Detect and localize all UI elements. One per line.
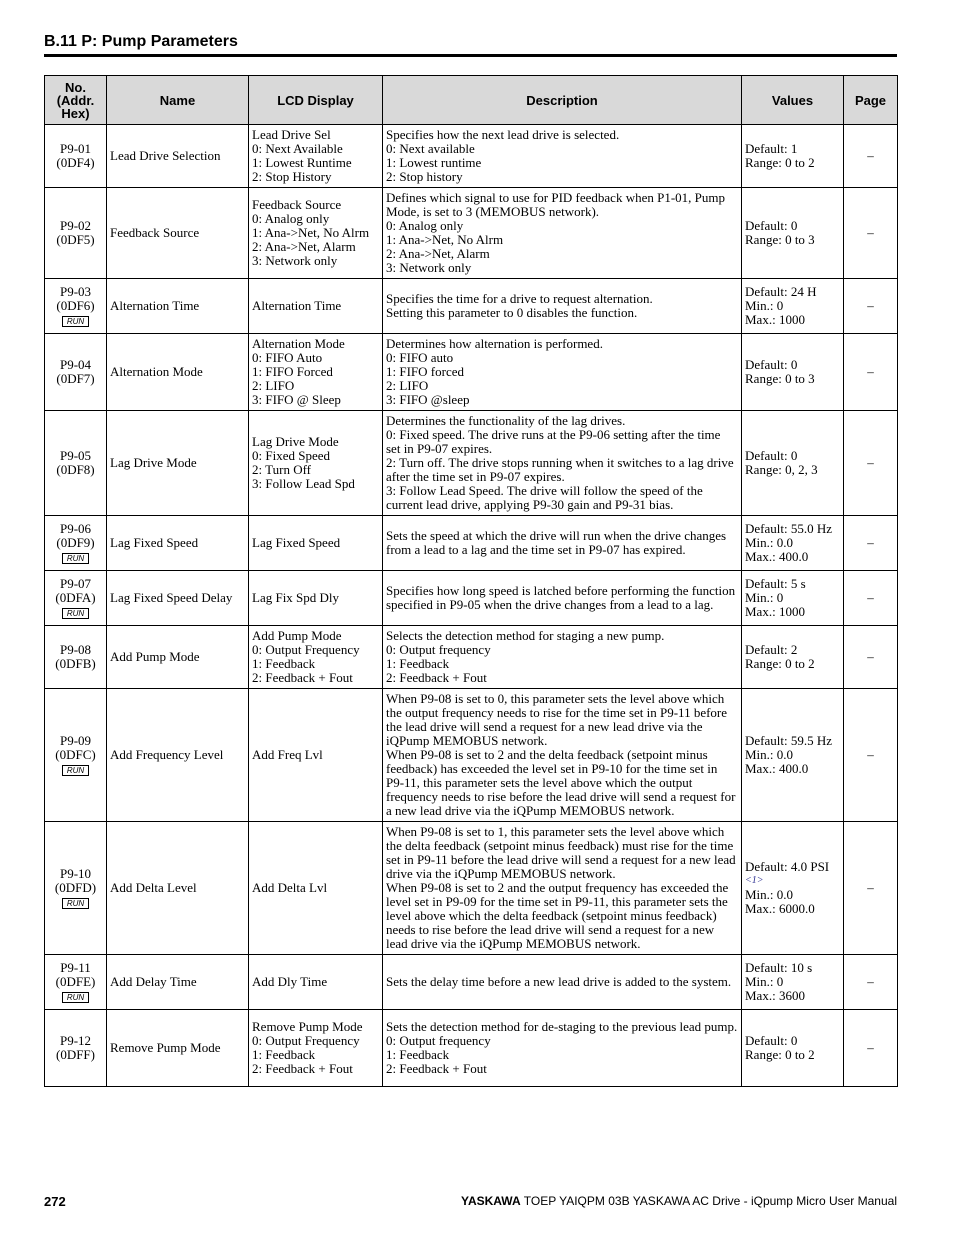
column-header-page: Page <box>844 76 898 125</box>
lcd-line: Add Pump Mode <box>252 628 342 643</box>
value-line: Default: 59.5 Hz <box>745 733 833 748</box>
param-number: P9-04 <box>59 357 92 372</box>
table-header-row <box>45 76 898 125</box>
run-badge-wrap <box>48 605 103 619</box>
lcd-line: 2: Turn Off <box>252 462 312 477</box>
run-badge: RUN <box>62 898 89 909</box>
table-row <box>45 689 898 822</box>
description-line: 0: Analog only <box>386 218 464 233</box>
param-address: (0DF4) <box>56 155 95 170</box>
value-line: Max.: 400.0 <box>745 761 809 776</box>
description-line: 1: Feedback <box>386 1047 450 1062</box>
param-name: Alternation Mode <box>107 334 249 411</box>
value-line: Max.: 1000 <box>745 312 805 327</box>
page-ref: – <box>844 188 898 279</box>
description-cell <box>383 411 742 516</box>
param-number-cell <box>45 571 107 626</box>
column-header-lcd: LCD Display <box>249 76 383 125</box>
value-line: Default: 0 <box>745 1033 798 1048</box>
values-cell <box>742 1010 844 1087</box>
param-number-cell <box>45 411 107 516</box>
value-line: Max.: 6000.0 <box>745 901 815 916</box>
value-line: Max.: 1000 <box>745 604 805 619</box>
param-name: Lag Fixed Speed Delay <box>107 571 249 626</box>
column-header-no: No. (Addr. Hex) <box>45 76 107 125</box>
lcd-display-cell <box>249 411 383 516</box>
description-line: 2: Feedback + Fout <box>386 670 487 685</box>
value-line: Min.: 0 <box>745 974 784 989</box>
description-line: Specifies the time for a drive to request alternation. <box>386 291 653 306</box>
description-line: Defines which signal to use for PID feedback when P1-01, Pump Mode, is set to 3 (MEMOBUS network). <box>386 190 726 219</box>
description-line: 0: Output frequency <box>386 1033 491 1048</box>
value-line: Default: 55.0 Hz <box>745 521 833 536</box>
description-line: Sets the speed at which the drive will run when the drive changes from a lead to a lag and the time set in P9-07 has expired. <box>386 528 727 557</box>
page-ref: – <box>844 571 898 626</box>
param-address: (0DF6) <box>56 298 95 313</box>
run-badge-wrap <box>48 895 103 909</box>
description-cell <box>383 334 742 411</box>
page-number: 272 <box>44 1194 66 1209</box>
page-ref: – <box>844 411 898 516</box>
description-line: Determines the functionality of the lag drives. <box>386 413 626 428</box>
values-cell <box>742 125 844 188</box>
value-line: Default: 4.0 PSI <box>745 859 830 874</box>
values-cell <box>742 516 844 571</box>
section-title: B.11 P: Pump Parameters <box>44 33 238 50</box>
param-number-cell <box>45 689 107 822</box>
lcd-display-cell <box>249 279 383 334</box>
table-row <box>45 571 898 626</box>
value-line: Min.: 0.0 <box>745 747 794 762</box>
table-row <box>45 955 898 1010</box>
param-number: P9-10 <box>59 866 92 881</box>
run-badge-wrap <box>48 762 103 776</box>
param-address: (0DF8) <box>56 462 95 477</box>
table-body <box>45 125 898 1087</box>
table-row <box>45 125 898 188</box>
description-line: 1: Lowest runtime <box>386 155 482 170</box>
lcd-display-cell <box>249 188 383 279</box>
page-ref: – <box>844 1010 898 1087</box>
lcd-line: 3: FIFO @ Sleep <box>252 392 341 407</box>
lcd-line: 0: FIFO Auto <box>252 350 323 365</box>
table-row <box>45 626 898 689</box>
description-line: Selects the detection method for staging a new pump. <box>386 628 665 643</box>
param-number-cell <box>45 822 107 955</box>
param-name: Add Delta Level <box>107 822 249 955</box>
value-line: Default: 0 <box>745 448 798 463</box>
value-line: Range: 0 to 3 <box>745 371 815 386</box>
description-line: 0: Output frequency <box>386 642 491 657</box>
lcd-display-cell <box>249 334 383 411</box>
description-line: When P9-08 is set to 0, this parameter sets the level above which the output frequency needs to rise for the time set in P9-11 before the lead drive will send a request for a new lead drive via the iQPump MEMOBUS network. <box>386 691 728 748</box>
description-line: Specifies how long speed is latched before performing the function specified in P9-05 when the drive changes from a lead to a lag. <box>386 583 736 612</box>
run-badge-wrap <box>48 550 103 564</box>
table-row <box>45 1010 898 1087</box>
lcd-line: 0: Output Frequency <box>252 1033 360 1048</box>
page-ref: – <box>844 334 898 411</box>
param-address: (0DF5) <box>56 232 95 247</box>
param-number: P9-12 <box>59 1033 92 1048</box>
lcd-line: 1: FIFO Forced <box>252 364 333 379</box>
column-header-name: Name <box>107 76 249 125</box>
brand-name: YASKAWA <box>461 1194 521 1208</box>
param-name: Add Delay Time <box>107 955 249 1010</box>
lcd-display-cell <box>249 822 383 955</box>
param-number-cell <box>45 516 107 571</box>
table-row <box>45 334 898 411</box>
lcd-line: Alternation Time <box>252 298 342 313</box>
table-row <box>45 279 898 334</box>
description-cell <box>383 516 742 571</box>
param-address: (0DFF) <box>55 1047 95 1062</box>
run-badge: RUN <box>62 316 89 327</box>
lcd-line: Remove Pump Mode <box>252 1019 363 1034</box>
description-cell <box>383 626 742 689</box>
values-cell <box>742 571 844 626</box>
value-line: Min.: 0.0 <box>745 887 794 902</box>
value-line: Default: 0 <box>745 218 798 233</box>
description-line: When P9-08 is set to 2 and the delta feedback (setpoint minus feedback) has exceeded the level set in P9-10 for the time set in P9-11, this parameter sets the level above which the output frequency needs to rise before the lead drive will send a request for a new lead drive via the iQPump MEMOBUS network. <box>386 747 736 818</box>
lcd-display-cell <box>249 689 383 822</box>
param-name: Add Pump Mode <box>107 626 249 689</box>
param-number-cell <box>45 125 107 188</box>
description-line: 1: Feedback <box>386 656 450 671</box>
lcd-line: 0: Fixed Speed <box>252 448 330 463</box>
lcd-line: Add Delta Lvl <box>252 880 328 895</box>
table-row <box>45 188 898 279</box>
lcd-line: 2: Feedback + Fout <box>252 1061 353 1076</box>
param-number: P9-02 <box>59 218 92 233</box>
lcd-line: 2: Feedback + Fout <box>252 670 353 685</box>
page-ref: – <box>844 689 898 822</box>
lcd-line: Lag Drive Mode <box>252 434 339 449</box>
param-number: P9-01 <box>59 141 92 156</box>
param-number: P9-06 <box>59 521 92 536</box>
lcd-display-cell <box>249 626 383 689</box>
lcd-line: 1: Ana->Net, No Alrm <box>252 225 370 240</box>
description-line: 2: Ana->Net, Alarm <box>386 246 490 261</box>
run-badge: RUN <box>62 553 89 564</box>
pump-parameters-table <box>44 75 898 1087</box>
page-ref: – <box>844 822 898 955</box>
values-cell <box>742 822 844 955</box>
doc-title: TOEP YAIQPM 03B YASKAWA AC Drive - iQpump Micro User Manual <box>523 1194 897 1208</box>
value-line: Default: 1 <box>745 141 798 156</box>
values-cell <box>742 334 844 411</box>
value-line: Min.: 0 <box>745 590 784 605</box>
lcd-line: 2: Stop History <box>252 169 332 184</box>
lcd-display-cell <box>249 955 383 1010</box>
lcd-display-cell <box>249 125 383 188</box>
lcd-line: 0: Output Frequency <box>252 642 360 657</box>
lcd-display-cell <box>249 1010 383 1087</box>
run-badge-wrap <box>48 989 103 1003</box>
param-number: P9-07 <box>59 576 92 591</box>
footer-doc-title <box>461 1194 897 1208</box>
param-name: Lag Drive Mode <box>107 411 249 516</box>
param-name: Add Frequency Level <box>107 689 249 822</box>
lcd-line: Alternation Mode <box>252 336 345 351</box>
column-header-description: Description <box>383 76 742 125</box>
lcd-line: 0: Analog only <box>252 211 330 226</box>
run-badge: RUN <box>62 608 89 619</box>
lcd-line: 3: Follow Lead Spd <box>252 476 355 491</box>
description-line: 3: Follow Lead Speed. The drive will follow the speed of the current lead drive, applying P9-30 gain and P9-31 bias. <box>386 483 703 512</box>
values-cell <box>742 689 844 822</box>
description-line: Specifies how the next lead drive is selected. <box>386 127 620 142</box>
param-number: P9-08 <box>59 642 92 657</box>
param-name: Feedback Source <box>107 188 249 279</box>
title-rule <box>44 54 897 57</box>
param-address: (0DF7) <box>56 371 95 386</box>
param-address: (0DFA) <box>55 590 96 605</box>
values-cell <box>742 955 844 1010</box>
description-line: When P9-08 is set to 2 and the output frequency has exceeded the level set in P9-09 for the time set in P9-11, this parameter sets the level above which the delta feedback (setpoint minus feedback) needs to rise before the lead drive will send a request for a new lead drive via the iQPump MEMOBUS network. <box>386 880 729 951</box>
description-line: Sets the delay time before a new lead drive is added to the system. <box>386 974 732 989</box>
lcd-line: 1: Feedback <box>252 1047 316 1062</box>
lcd-line: 0: Next Available <box>252 141 343 156</box>
lcd-line: 1: Lowest Runtime <box>252 155 352 170</box>
description-cell <box>383 822 742 955</box>
description-line: 0: Fixed speed. The drive runs at the P9-06 setting after the time set in P9-07 expires. <box>386 427 721 456</box>
param-name: Alternation Time <box>107 279 249 334</box>
param-number-cell <box>45 1010 107 1087</box>
values-cell <box>742 188 844 279</box>
param-name: Lead Drive Selection <box>107 125 249 188</box>
value-line: Range: 0, 2, 3 <box>745 462 818 477</box>
description-cell <box>383 188 742 279</box>
lcd-line: Add Dly Time <box>252 974 328 989</box>
table-row <box>45 822 898 955</box>
lcd-line: 3: Network only <box>252 253 338 268</box>
description-cell <box>383 125 742 188</box>
values-cell <box>742 279 844 334</box>
description-line: Sets the detection method for de-staging to the previous lead pump. <box>386 1019 738 1034</box>
value-line: Max.: 3600 <box>745 988 805 1003</box>
param-number: P9-03 <box>59 284 92 299</box>
value-line: Range: 0 to 2 <box>745 656 815 671</box>
value-line: Max.: 400.0 <box>745 549 809 564</box>
param-number: P9-05 <box>59 448 92 463</box>
lcd-line: 2: Ana->Net, Alarm <box>252 239 356 254</box>
param-number-cell <box>45 626 107 689</box>
value-line: Min.: 0 <box>745 298 784 313</box>
lcd-line: Feedback Source <box>252 197 342 212</box>
description-line: When P9-08 is set to 1, this parameter sets the level above which the delta feedback (setpoint minus feedback) must rise for the time set in P9-11 before the lead drive will send a request for a new lead drive via the iQPump MEMOBUS network. <box>386 824 736 881</box>
value-line: Min.: 0.0 <box>745 535 794 550</box>
description-cell <box>383 689 742 822</box>
run-badge-wrap <box>48 313 103 327</box>
param-address: (0DFE) <box>55 974 96 989</box>
page-ref: – <box>844 626 898 689</box>
param-address: (0DFD) <box>54 880 97 895</box>
description-line: 0: Next available <box>386 141 475 156</box>
lcd-line: Lag Fixed Speed <box>252 535 341 550</box>
param-number-cell <box>45 188 107 279</box>
lcd-display-cell <box>249 516 383 571</box>
table-row <box>45 411 898 516</box>
param-number-cell <box>45 279 107 334</box>
param-address: (0DF9) <box>56 535 95 550</box>
column-header-values: Values <box>742 76 844 125</box>
param-name: Remove Pump Mode <box>107 1010 249 1087</box>
values-cell <box>742 626 844 689</box>
param-number-cell <box>45 955 107 1010</box>
description-line: 2: Turn off. The drive stops running when it switches to a lag drive after the time set in P9-07 expires. <box>386 455 734 484</box>
value-line: Default: 5 s <box>745 576 806 591</box>
description-line: 3: Network only <box>386 260 472 275</box>
lcd-line: 1: Feedback <box>252 656 316 671</box>
description-line: 1: Ana->Net, No Alrm <box>386 232 504 247</box>
values-cell <box>742 411 844 516</box>
page-ref: – <box>844 125 898 188</box>
description-line: 1: FIFO forced <box>386 364 464 379</box>
run-badge: RUN <box>62 765 89 776</box>
lcd-line: 2: LIFO <box>252 378 295 393</box>
run-badge: RUN <box>62 992 89 1003</box>
page-ref: – <box>844 516 898 571</box>
value-line: Default: 2 <box>745 642 798 657</box>
value-line: Range: 0 to 2 <box>745 1047 815 1062</box>
param-number: P9-09 <box>59 733 92 748</box>
param-address: (0DFB) <box>55 656 96 671</box>
description-cell <box>383 571 742 626</box>
param-name: Lag Fixed Speed <box>107 516 249 571</box>
lcd-display-cell <box>249 571 383 626</box>
description-line: 2: Stop history <box>386 169 463 184</box>
description-line: 2: LIFO <box>386 378 429 393</box>
lcd-line: Add Freq Lvl <box>252 747 323 762</box>
footnote-ref: <1> <box>745 875 764 886</box>
param-number: P9-11 <box>60 960 91 975</box>
lcd-line: Lag Fix Spd Dly <box>252 590 340 605</box>
description-cell <box>383 955 742 1010</box>
description-line: Setting this parameter to 0 disables the function. <box>386 305 638 320</box>
description-cell <box>383 1010 742 1087</box>
description-line: Determines how alternation is performed. <box>386 336 603 351</box>
param-address: (0DFC) <box>55 747 96 762</box>
table-row <box>45 516 898 571</box>
description-cell <box>383 279 742 334</box>
description-line: 3: FIFO @sleep <box>386 392 470 407</box>
page-ref: – <box>844 279 898 334</box>
lcd-line: Lead Drive Sel <box>252 127 331 142</box>
value-line: Default: 0 <box>745 357 798 372</box>
value-line: Range: 0 to 2 <box>745 155 815 170</box>
page-ref: – <box>844 955 898 1010</box>
value-line: Default: 24 H <box>745 284 817 299</box>
param-number-cell <box>45 334 107 411</box>
description-line: 0: FIFO auto <box>386 350 454 365</box>
value-line: Default: 10 s <box>745 960 813 975</box>
description-line: 2: Feedback + Fout <box>386 1061 487 1076</box>
value-line: Range: 0 to 3 <box>745 232 815 247</box>
